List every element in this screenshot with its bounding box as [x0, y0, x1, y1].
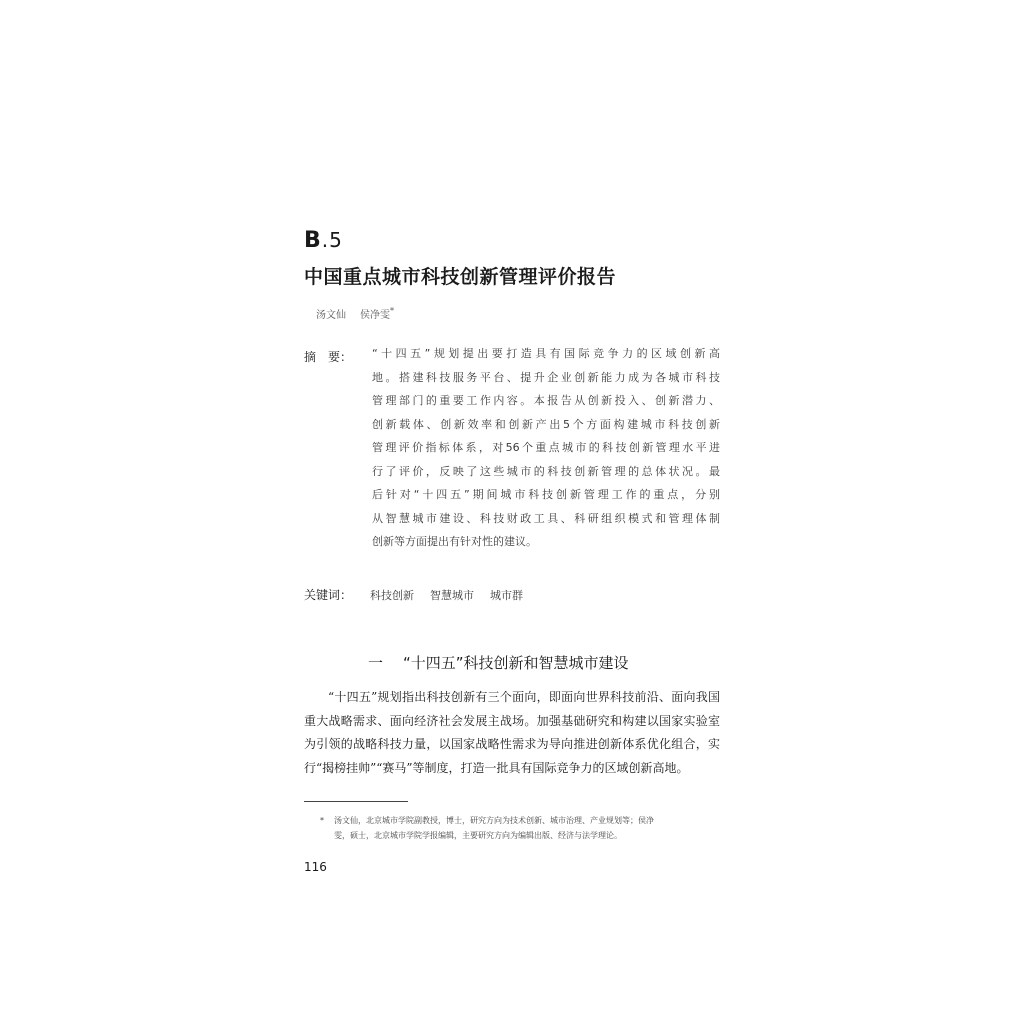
body-line: 行“揭榜挂帅”“赛马”等制度，打造一批具有国际竞争力的区域创新高地。	[304, 760, 689, 775]
footnote-marker: *	[320, 816, 324, 825]
abstract-line: 管理评价指标体系，对56个重点城市的科技创新管理水平进	[372, 441, 720, 454]
footnote-line: 雯，硕士，北京城市学院学报编辑，主要研究方向为编辑出版、经济与法学理论。	[334, 831, 622, 840]
body-paragraph	[304, 690, 720, 784]
chapter-label	[304, 228, 343, 253]
chapter-label-number: .5	[321, 228, 343, 252]
abstract-line: 创新等方面提出有针对性的建议。	[372, 535, 537, 548]
abstract-line: 从智慧城市建设、科技财政工具、科研组织模式和管理体制	[372, 511, 720, 525]
footnote-divider	[304, 801, 408, 802]
abstract-line: 管理部门的重要工作内容。本报告从创新投入、创新潜力、	[372, 394, 720, 407]
abstract-body	[372, 348, 720, 560]
abstract-line: “十四五”规划提出要打造具有国际竞争力的区域创新高	[372, 347, 720, 360]
abstract-line: 创新载体、创新效率和创新产出5个方面构建城市科技创新	[372, 417, 720, 431]
section-heading	[368, 652, 629, 673]
keywords-label: 关键词：	[304, 588, 353, 602]
authors	[316, 306, 394, 321]
abstract-line: 后针对“十四五”期间城市科技创新管理工作的重点，分别	[372, 488, 720, 501]
author-name: 侯净雯	[360, 310, 390, 321]
keyword: 城市群	[490, 589, 523, 602]
chapter-title: 中国重点城市科技创新管理评价报告	[304, 266, 617, 288]
footnote-line	[320, 816, 720, 831]
keyword: 科技创新	[370, 589, 414, 602]
keyword: 智慧城市	[430, 589, 474, 602]
body-line: 为引领的战略科技力量，以国家战略性需求为导向推进创新体系优化组合，实	[304, 737, 720, 751]
abstract-label: 摘 要：	[304, 350, 353, 364]
footnote-text: 汤文仙，北京城市学院副教授，博士，研究方向为技术创新、城市治理、产业规划等；侯净	[334, 816, 654, 825]
author-footnote-marker: *	[390, 306, 394, 316]
keywords-list	[370, 587, 539, 603]
body-line: “十四五”规划指出科技创新有三个面向，即面向世界科技前沿、面向我国	[328, 690, 720, 704]
abstract-line: 行了评价，反映了这些城市的科技创新管理的总体状况。最	[372, 464, 720, 478]
footnote	[320, 816, 720, 846]
author-name: 汤文仙	[316, 310, 346, 321]
chapter-label-letter: B	[304, 228, 322, 253]
body-line: 重大战略需求、面向经济社会发展主战场。加强基础研究和构建以国家实验室	[304, 713, 720, 728]
abstract-line: 地。搭建科技服务平台、提升企业创新能力成为各城市科技	[372, 370, 720, 384]
section-number: 一	[368, 654, 384, 672]
section-title: “十四五”科技创新和智慧城市建设	[403, 654, 629, 672]
page-number: 116	[304, 860, 327, 874]
